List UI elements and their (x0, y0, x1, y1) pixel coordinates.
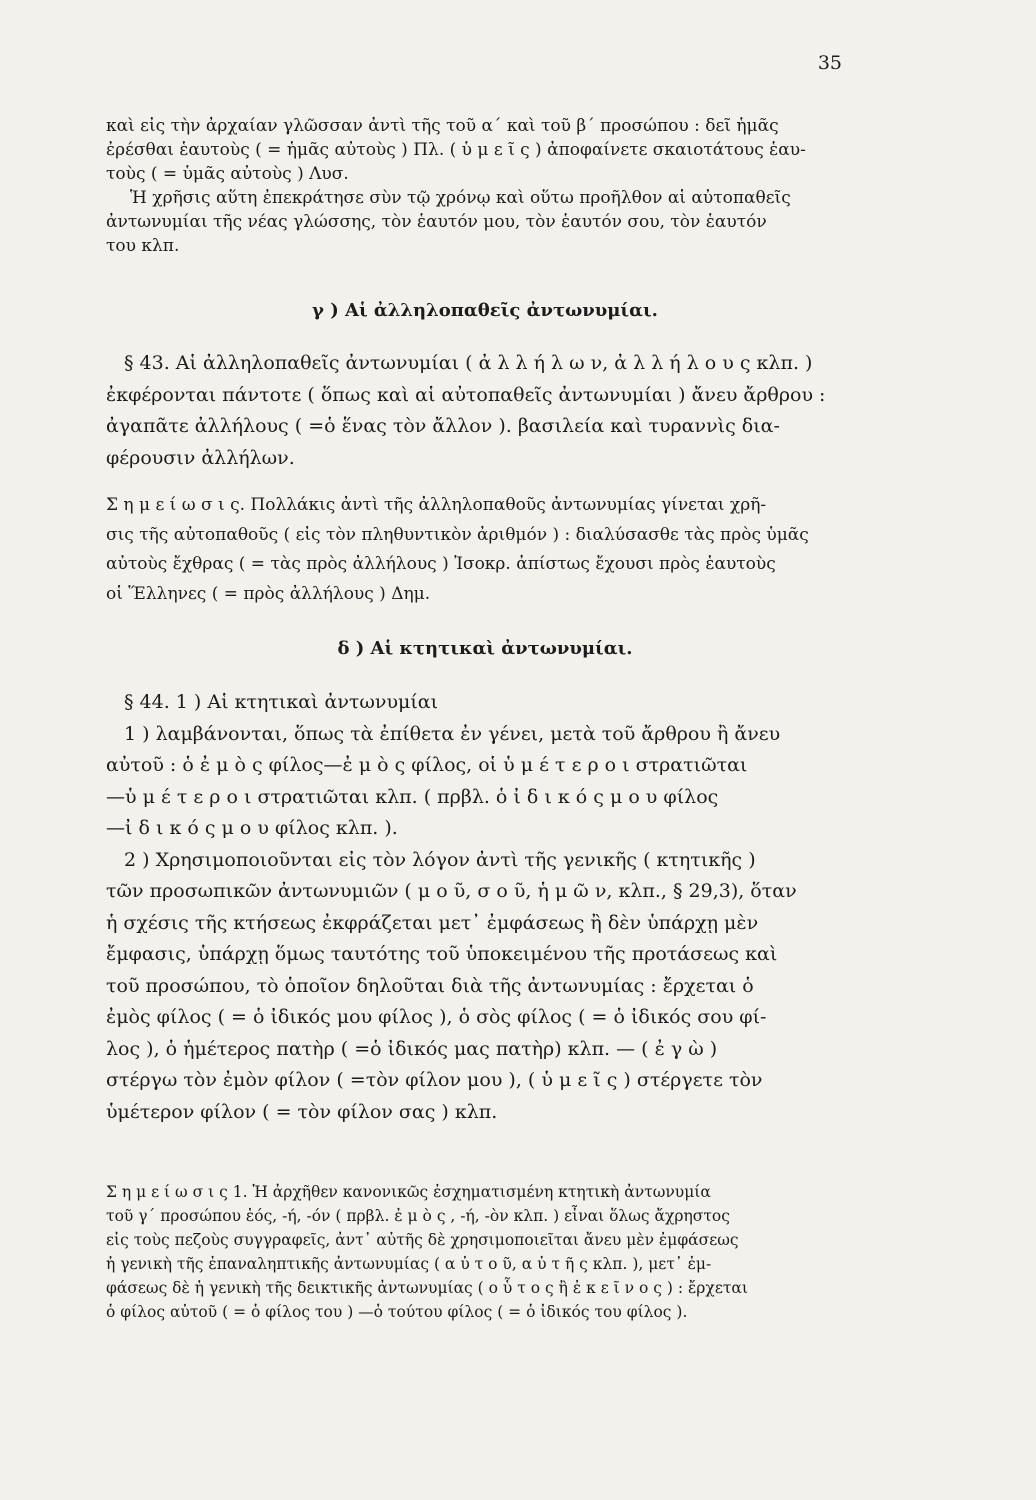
text-line: ἐρέσθαι ἑαυτοὺς ( = ἡμᾶς αὐτοὺς ) Πλ. ( ὑ μ ε ῖ ς ) ἀποφαίνετε σκαιοτάτους ἑαυ- (106, 140, 806, 160)
paragraph-note-possessive (106, 1180, 864, 1324)
text-line: ἐκφέρονται πάντοτε ( ὅπως καὶ αἱ αὐτοπαθεῖς ἀντωνυμίαι ) ἄνευ ἄρθρου : (106, 383, 826, 406)
text-line: Σ η μ ε ί ω σ ι ς. Πολλάκις ἀντὶ τῆς ἀλληλοπαθοῦς ἀντωνυμίας γίνεται χρῆ- (106, 495, 767, 515)
text-line: Σ η μ ε ί ω σ ι ς 1. Ἡ ἀρχῆθεν κανονικῶς ἐσχηματισμένη κτητικὴ ἀντωνυμία (106, 1183, 711, 1201)
text-line: ἡ γενικὴ τῆς ἐπαναληπτικῆς ἀντωνυμίας ( α ὐ τ ο ῦ, α ὐ τ ῆ ς κλπ. ), μετ᾽ ἐμ- (106, 1255, 712, 1273)
text-line: ἐμὸς φίλος ( = ὁ ἰδικός μου φίλος ), ὁ σὸς φίλος ( = ὁ ἰδικός σου φί- (106, 1006, 767, 1028)
text-line: ὁ φίλος αὐτοῦ ( = ὁ φίλος του ) —ὁ τούτου φίλος ( = ὁ ἰδικός του φίλος ). (106, 1303, 688, 1321)
text-line: ἡ σχέσις τῆς κτήσεως ἐκφράζεται μετ᾽ ἐμφάσεως ἢ δὲν ὑπάρχῃ μὲν (106, 911, 759, 934)
text-line: φάσεως δὲ ἡ γενικὴ τῆς δεικτικῆς ἀντωνυμίας ( ο ὗ τ ο ς ἢ ἐ κ ε ῖ ν ο ς ) : ἔρχεται (106, 1279, 748, 1297)
text-line: του κλπ. (106, 236, 180, 256)
text-line: εἰς τοὺς πεζοὺς συγγραφεῖς, ἀντ᾽ αὐτῆς δὲ χρησιμοποιεῖται ἄνευ μὲν ἐμφάσεως (106, 1231, 739, 1249)
text-line: καὶ εἰς τὴν ἀρχαίαν γλῶσσαν ἀντὶ τῆς τοῦ α΄ καὶ τοῦ β΄ προσώπου : δεῖ ἡμᾶς (106, 116, 779, 136)
text-line: στέργω τὸν ἐμὸν φίλον ( =τὸν φίλον μου ), ( ὑ μ ε ῖ ς ) στέργετε τὸν (106, 1069, 763, 1091)
paragraph-44 (106, 687, 864, 1128)
text-line: αὐτοὺς ἔχθρας ( = τὰς πρὸς ἀλλήλους ) Ἰσοκρ. ἀπίστως ἔχουσι πρὸς ἑαυτοὺς (106, 554, 776, 574)
paragraph-reflexive-usage (106, 114, 864, 258)
paragraph-43 (106, 348, 864, 474)
text-line: 2 ) Χρησιμοποιοῦνται εἰς τὸν λόγον ἀντὶ τῆς γενικῆς ( κτητικῆς ) (124, 848, 756, 871)
text-line: § 44. 1 ) Αἱ κτητικαὶ ἀντωνυμίαι (124, 691, 439, 713)
text-line: Ἡ χρῆσις αὕτη ἐπεκράτησε σὺν τῷ χρόνῳ καὶ οὕτω προῆλθον αἱ αὐτοπαθεῖς (130, 188, 791, 208)
text-line: ἀγαπᾶτε ἀλλήλους ( =ὁ ἕνας τὸν ἄλλον ). βασιλεία καὶ τυραννὶς δια- (106, 415, 780, 437)
text-line: —ὑ μ έ τ ε ρ ο ι στρατιῶται κλπ. ( πρβλ. ὁ ἰ δ ι κ ό ς μ ο υ φίλος (106, 785, 719, 808)
section-heading-possessive: δ ) Αἱ κτητικαὶ ἀντωνυμίαι. (337, 638, 633, 659)
text-line: ἀντωνυμίαι τῆς νέας γλώσσης, τὸν ἑαυτόν μου, τὸν ἑαυτόν σου, τὸν ἑαυτόν (106, 212, 767, 232)
text-line: § 43. Αἱ ἀλληλοπαθεῖς ἀντωνυμίαι ( ἀ λ λ ή λ ω ν, ἀ λ λ ή λ ο υ ς κλπ. ) (124, 352, 813, 374)
text-line: φέρουσιν ἀλλήλων. (106, 446, 295, 469)
page-number: 35 (817, 52, 842, 74)
text-line: τῶν προσωπικῶν ἀντωνυμιῶν ( μ ο ῦ, σ ο ῦ, ἡ μ ῶ ν, κλπ., § 29,3), ὅταν (106, 880, 797, 902)
text-line: —ἰ δ ι κ ό ς μ ο υ φίλος κλπ. ). (106, 817, 398, 839)
text-line: τοῦ προσώπου, τὸ ὁποῖον δηλοῦται διὰ τῆς ἀντωνυμίας : ἔρχεται ὁ (106, 974, 754, 997)
text-line: ὑμέτερον φίλον ( = τὸν φίλον σας ) κλπ. (106, 1100, 498, 1123)
text-line: οἱ Ἕλληνες ( = πρὸς ἀλλήλους ) Δημ. (106, 583, 431, 604)
text-line: σις τῆς αὐτοπαθοῦς ( εἰς τὸν πληθυντικὸν ἀριθμόν ) : διαλύσασθε τὰς πρὸς ὑμᾶς (106, 524, 809, 545)
text-line: ἔμφασις, ὑπάρχῃ ὅμως ταυτότης τοῦ ὑποκειμένου τῆς προτάσεως καὶ (106, 943, 778, 965)
text-line: τοῦ γ΄ προσώπου ἑός, -ή, -όν ( πρβλ. ἐ μ ὸ ς , -ή, -ὸν κλπ. ) εἶναι ὅλως ἄχρηστος (106, 1207, 730, 1225)
text-line: λος ), ὁ ἡμέτερος πατὴρ ( =ὁ ἰδικός μας πατὴρ) κλπ. — ( ἐ γ ὼ ) (106, 1037, 718, 1060)
section-heading-reciprocal: γ ) Αἱ ἀλληλοπαθεῖς ἀντωνυμίαι. (312, 300, 658, 321)
text-line: τοὺς ( = ὑμᾶς αὐτοὺς ) Λυσ. (106, 164, 349, 184)
text-line: αὐτοῦ : ὁ ἐ μ ὸ ς φίλος—ἐ μ ὸ ς φίλος, οἱ ὑ μ έ τ ε ρ ο ι στρατιῶται (106, 754, 748, 776)
text-line: 1 ) λαμβάνονται, ὅπως τὰ ἐπίθετα ἐν γένει, μετὰ τοῦ ἄρθρου ἢ ἄνευ (124, 722, 781, 745)
paragraph-note-reciprocal (106, 491, 864, 609)
